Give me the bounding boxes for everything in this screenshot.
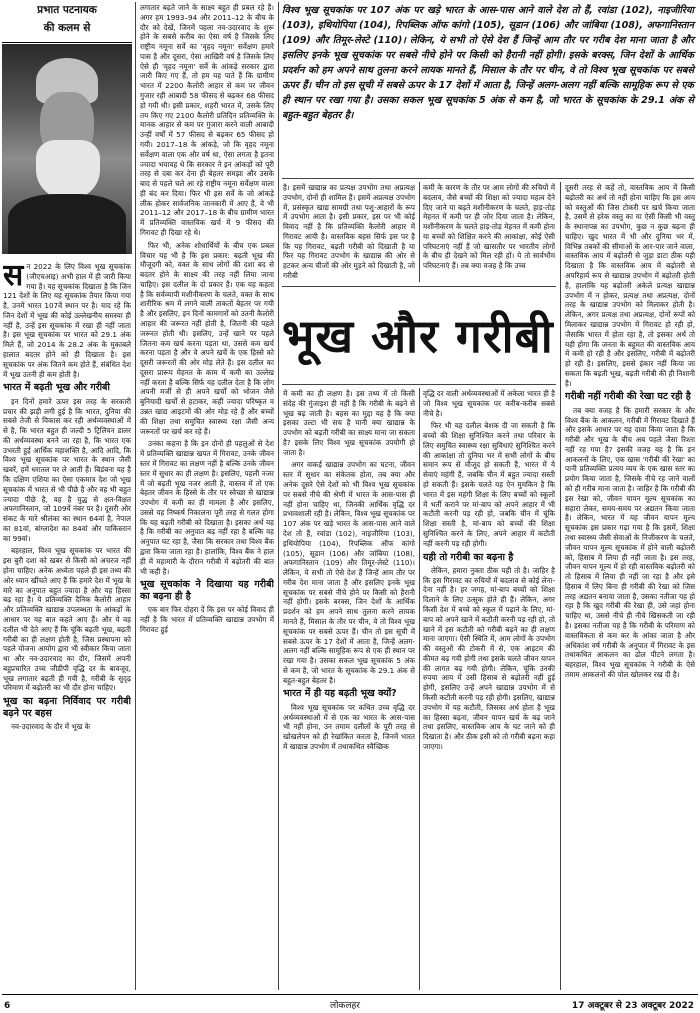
column-4 (423, 183, 555, 283)
paragraph: एक बार फिर दोहरा दें कि इस पर कोई विवाद ही नहीं है कि भारत में प्रतिव्यक्ति खाद्यान्न उपभोग में गिरावट हुई (140, 605, 274, 634)
paragraph: कमी के कारण के तौर पर आम लोगों की रुचियों में बदलाव, जैसे बच्चों की शिक्षा को ज्यादा महत्व देने दिए जाने या बढ़ते मशीनीकरण के चलते, हाड़-तोड़ मेहनत में कमी पर ही जोर दिया जाता है। लेकिन, मशीनीकरण के चलते हाड़-तोड़ मेहनत में कमी होना या बच्चों को शिक्षित करने की आकांक्षा, कोई ऐसी परिघटनाएं नहीं हैं जो खासतौर पर भारतीय लोगों के बीच ही देखने को मिल रही हों। ये तो सार्वभौम परिघटनाएं हैं। तब क्या वजह है कि उच्च (423, 183, 555, 271)
publication-name: लोकलहर (330, 1001, 360, 1011)
author-byline: प्रभात पटनायक की कलम से (37, 4, 97, 34)
dropcap: स (3, 262, 24, 293)
subheading-debate: भूख का बढ़ना निर्विवाद पर गरीबी बढ़ने पर बहस (3, 696, 131, 719)
column-divider (135, 2, 136, 990)
footer-rule (2, 994, 698, 995)
paragraph: है। इसमें खाद्यान्न का प्रत्यक्ष उपभोग तथा अप्रत्यक्ष उपभोग, दोनों ही शामिल हैं। इसमें अप्रत्यक्ष उपभोग में, प्रसंस्कृत खाद्य सामग्री तथा पशु-आहारों के रूप में उपभोग आता है। इसी प्रकार, इस पर भी कोई विवाद नहीं है कि प्रतिव्यक्ति कैलोरी आहार में गिरावट आयी है। वास्तविक बहस सिर्फ इस पर है कि यह गिरावट, बढ़ती गरीबी को दिखाती है या फिर यह गिरावट उपभोग के खाद्यान्न की ओर से हटकर अन्य चीजों की ओर मुड़ने को दिखाती है, जो गरीबी (283, 183, 415, 281)
lede-divider (282, 178, 694, 179)
column-6 (283, 389, 415, 990)
author-photo (2, 44, 132, 254)
column-1 (3, 262, 131, 990)
paragraph: तब क्या वजह है कि हमारी सरकार के और विश्व बैंक के आकलन, गरीबी में गिरावट दिखाते हैं और इसके आधार पर यह दावा किया जाता है कि गरीबी और भूख के बीच अब पहले जैसा रिश्ता नहीं रह गया है? इसकी वजह यह है कि इन आकलनों के लिए, एक खास 'गरीबी की रेखा' का पानी प्रतिव्यक्ति प्रत्यय व्यय के एक खास स्तर का प्रयोग किया जाता है, जिसके नीचे रह जाने वालों को ही गरीब माना जाता है। जाहिर है कि गरीबी की इस रेखा को, जीवन यापन मूल्य सूचकांक का सहारा लेकर, समय-समय पर अद्यतन किया जाता है। लेकिन, भारत में यह जीवन यापन मूल्य सूचकांक इस प्रकार गढ़ा गया है कि इसमें, शिक्षा तथा स्वास्थ्य जैसी सेवाओं के निजीकरण के चलते, जीवन यापन मूल्य सूचकांक में होने वाली बढ़ोतरी को, हिसाब में लिया ही नहीं जाता है। इस तरह, जीवन यापन मूल्य में हो रही वास्तविक बढ़ोतरी को तो हिसाब में लिया ही नहीं जा रहा है और इसे हिसाब में लिए बिना ही गरीबी की रेखा को जिस तरह अद्यतन बनाया जाता है, उसका नतीजा यह हो रहा है कि खुद गरीबी की रेखा ही, उसे जहां होना चाहिए था, उससे नीचे ही नीचे खिसकती जा रही है। इसका नतीजा यह है कि गरीबी के परिमाण को वास्तविकता से कम कर के आंका जाता है और अधिकांश वर्ष गरीबी के अनुपात में गिरावट के इस तथाकथित आकलन का ढोल पीटने लगता है। बहरहाल, विश्व भूख सूचकांक ने गरीबी के ऐसे तमाम आकलनों की पोल खोलकर रख दी है। (565, 405, 695, 679)
column-divider (278, 2, 279, 990)
paragraph: फिर भी यह दलील बेशक दी जा सकती है कि बच्चों की शिक्षा सुनिश्चित करने तथा परिवार के लिए समुचित स्वास्थ्य रक्षा सुविधाएं सुनिश्चित करने की आकांक्षा तो दुनिया भर में सभी लोगों के बीच समान रूप से मौजूद हो सकती है, भारत में ये सेवाएं महंगी हैं, जबकि चीन में बहुत ज्यादा सस्ती हो सकती हैं। इसके चलते यह ऐन मुमकिन है कि भारत में इस महंगी शिक्षा के लिए बच्चों को स्कूलों में भर्ती कराने पर मां-बाप को अपने आहार में भी कटौती करनी पड़ रही हो, जबकि चीन में चूंकि शिक्षा सस्ती है, मां-बाप को बच्चों की शिक्षा सुनिश्चित करने के लिए, अपने आहार में कटौती नहीं करनी पड़ रही होगी। (423, 421, 555, 548)
paragraph: अगर वाकई खाद्यान्न उपभोग का घटना, जीवन स्तर में सुधार का संकेतक होता, तब क्या और अनेक दूसरे ऐसे देशों को भी विश्व भूख सूचकांक पर सबसे नीचे की श्रेणी में भारत के आस-पास ही नहीं होना चाहिए था, जिनकी आर्थिक वृद्धि दर प्रभावशाली रही है। लेकिन, विश्व भूख सूचकांक पर 107 अंक पर खड़े भारत के आस-पास आने वाले देश तो हैं, रवांडा (102), नाइजीरिया (103), इथियोपिया (104), रिपब्लिक ऑफ कांगो (105), सूडान (106) और जांबिया (108), अफगानिस्तान (109) और तिमूर-लेस्टे (110)। लेकिन, ये सभी तो ऐसे देश हैं जिन्हें आम तौर पर गरीब देश माना जाता है और इसलिए इनके भूख सूचकांक पर सबसे नीचे होने पर किसी को हैरानी नहीं होगी। इसके बरक्स, जिन देशों के आर्थिक प्रदर्शन को हम अपने साथ तुलना करने लायक मानते हैं, मिसाल के तौर पर चीन, वे तो विश्व भूख सूचकांक पर सबसे ऊपर हैं। चीन तो इस सूची में सबसे ऊपर के 17 देशों में आता है, जिन्हें अलग-अलग नहीं बल्कि सामूहिक रूप से एक ही स्थान पर रखा गया है। उसका सकल भूख सूचकांक 5 अंक से कम है, जो भारत के सूचकांक के 29.1 अंक से बहुत-बहुत बेहतर है। (283, 460, 415, 685)
photo-beard (36, 140, 100, 200)
paragraph: दूसरी तरह से कहें तो, वास्तविक आय में किसी बढ़ोतरी का अर्थ तो नहीं होना चाहिए कि इस आय को वस्तुओं की जिस टोकरी पर खर्च किया जाता है, उसमें से हरेक वस्तु का या ऐसी किसी भी वस्तु के स्थानापन्न का उपभोग, कुछ न कुछ बढ़ना ही चाहिए। खुद भारत में भी और दुनिया भर में, विभिन्न तबकों की सीमाओं के आर-पार जाने वाला, वास्तविक आय में बढ़ोतरी से जुड़ा डाटा ठीक यही दिखाता है कि वास्तविक आय में बढ़ोतरी से अपरिहार्य रूप से खाद्यान्न उपभोग में बढ़ोतरी होती है, हालांकि यह बढ़ोतरी अकेले प्रत्यक्ष खाद्यान्न उपभोग में न होकर, प्रत्यक्ष तथा अप्रत्यक्ष, दोनों तरह के खाद्यान्न उपभोग को मिलाकर होती है। लेकिन, अगर प्रत्यक्ष तथा अप्रत्यक्ष, दोनों रूपों को मिलाकर खाद्यान्न उपभोग में गिरावट हो रही हो, जैसाकि भारत में होता रहा है, तो इसका अर्थ तो यही होगा कि जनता के बहुमत की वास्तविक आय में कमी हो रही है और इसलिए, गरीबी में बढ़ोतरी हो रही है। इसलिए, इससे इंकार नहीं किया जा सकता कि बढ़ती भूख, बढ़ती गरीबी की ही निशानी है। (565, 183, 695, 388)
paragraph: उनका कहना है कि इन दोनों ही पहलुओं से देश में प्रतिव्यक्ति खाद्यान्न खपत में गिरावट, उनके जीवन स्तर में गिरावट का लक्षण नहीं है बल्कि उनके जीवन स्तर में सुधार का ही लक्षण है। इसलिए, पहली नजर में जो बढ़ती भूख नजर आती है, वास्तव में तो एक बेहतर जीवन के हिस्से के तौर पर स्वेच्छा से खाद्यान्न उपभोग में कमी का ही मामला है और इसलिए, उससे यह निष्कर्ष निकालना पूरी तरह से गलत होगा कि यह बढ़ती गरीबी को दिखाता है। इसका अर्थ यह है कि गरीबी का अनुपात बढ़ नहीं रहा है बल्कि वह अनुपात घट रहा है, जैसा कि सरकार तथा विश्व बैंक द्वारा किया जाता रहा है। हालांकि, विश्व बैंक ने हाल ही में महामारी के दौरान गरीबी में बढ़ोतरी की बात भी कही है। (140, 439, 274, 576)
lede-standfirst: विश्व भूख सूचकांक पर 107 अंक पर खड़े भारत के आस-पास आने वाले देश तो हैं, रवांडा (102), नाइजीरिया (103), इथियोपिया (104), रिपब्लिक ऑफ कांगो (105), सूडान (106) और जांबिया (108), अफगानिस्तान (109) और तिमूर-लेस्टे (110)। लेकिन, ये सभी तो ऐसे देश हैं जिन्हें आम तौर पर गरीब देश माना जाता है और इसलिए इनके भूख सूचकांक पर सबसे नीचे होने पर किसी को हैरानी नहीं होगी। इसके बरक्स, जिन देशों के आर्थिक प्रदर्शन को हम अपने साथ तुलना करने लायक मानते हैं, मिसाल के तौर पर चीन, वे तो विश्व भूख सूचकांक पर सबसे ऊपर हैं। चीन तो इस सूची में सबसे ऊपर के 17 देशों में आता है, जिन्हें अलग-अलग नहीं बल्कि सामूहिक रूप से एक ही स्थान पर रखा गया है। उसका सकल भूख सूचकांक 5 अंक से कम है, जो भारत के सूचकांक के 29.1 अंक से बहुत-बहुत बेहतर है। (282, 5, 694, 121)
paragraph: नव-उदारवाद के दौर में भूख के (11, 721, 91, 731)
author-box (2, 2, 132, 43)
photo-body (8, 194, 126, 254)
headline-top-rule (282, 286, 556, 287)
issue-date: 17 अक्टूबर से 23 अक्टूबर 2022 (571, 1001, 694, 1011)
intro-paragraph: न 2022 के लिए विश्व भूख सूचकांक (जीएचआइ) अभी हाल में ही जारी किया गया है। यह सूचकांक दिखाता है कि जिन 121 देशों के लिए यह सूचकांक तैयार किया गया है, उनमें भारत 107वें स्थान पर है। याद रहे कि जिन देशों में भूख की कोई उल्लेखनीय समस्या ही नहीं है, उन्हें इस सूचकांक में रखा ही नहीं जाता है। इस भूख सूचकांक पर भारत को 29.1 अंक मिले हैं, जो 2014 के 28.2 अंक के मुकाबले हालात बदतर होने को ही दिखाता है। इस सूचकांक पर अंक जितने कम होते हैं, संबंधित देश में भूख उतनी ही कम होती है। (3, 262, 131, 379)
headline: भूख और गरीबी (282, 309, 554, 363)
subheading-why-india: भारत में ही यह बढ़ती भूख क्यों? (283, 688, 397, 700)
paragraph: इन दिनों हमारे ऊपर इस तरह के सरकारी प्रचार की झड़ी लगी हुई है कि भारत, दुनिया की सबसे तेजी से विकास कर रही अर्थव्यवस्थाओं में से है, कि भारत बहुत ही जल्दी 5 ट्रिलियन डालर की अर्थव्यवस्था बनने जा रहा है, कि भारत एक उभरती हुई आर्थिक महाशक्ति है, आदि आदि, कि विश्व भूख सूचकांक पर भारत के स्थान जैसी खबरें, हमें धरातल पर ले आती हैं। बिडंबना यह है कि दक्षिण एशिया का ऐसा एकमात्र देश जो भूख सूचकांक में भारत से भी पीछे है और वह भी बहुत ज्यादा पीछे है, वह है युद्ध से क्षत-विक्षत अफगानिस्तान, जो 109वें नंबर पर है। दूसरी ओर संकट के मारे श्रीलंका का स्थान 64वां है, नेपाल का 81वां, बांग्लादेश का 84वां और पाकिस्तान का 99वां। (3, 396, 131, 543)
column-5 (565, 183, 695, 990)
column-3 (283, 183, 415, 283)
paragraph: बहरहाल, विश्व भूख सूचकांक पर भारत की इस बुरी दशा को खबर से किसी को अचरज नहीं होना चाहिए। अनेक अध्येता पहले ही इस तथ्य की ओर ध्यान खींचते आए हैं कि हमारे देश में भूख के मारे का अनुपात बहुत ज्यादा है और यह हिस्सा बढ़ रहा है। ये प्रतिव्यक्ति दैनिक कैलोरी आहार और प्रतिव्यक्ति खाद्यान्न उपलब्धता के आंकड़ों के आधार पर यह बात कहते आए हैं। और ये वह दलील भी देते आए हैं कि चूंकि बढ़ती भूख, बढ़ती गरीबी का ही लक्षण होती है, जिस प्रस्थापना को पहले योजना आयोग द्वारा भी स्वीकार किया जाता था और नव-उदारवाद का दौर, जिसमें अपनी बहुप्रचारित उच्च जीडीपी वृद्धि दर के बावजूद, भूख लगातार बढ़ती ही गयी है, गरीबी के सुदृढ़ परिमाण में बढ़ोतरी का भी दौर होना चाहिए। (3, 546, 131, 693)
paragraph: विश्व भूख सूचकांक पर कथित उच्च वृद्धि दर अर्थव्यवस्थाओं में से एक का भारत के आस-पास भी नहीं होना, उन तमाम दलीलों के पूरी तरह से खोखलेपन को ही रेखांकित करता है, जिनमें भारत में खाद्यान्न उपभोग में तथाकथित स्वैच्छिक (283, 702, 415, 751)
column-divider (419, 388, 420, 990)
column-7 (423, 389, 555, 990)
subheading-poverty-rising: यही तो गरीबी का बढ़ना है (423, 551, 514, 563)
page-number: 6 (4, 1001, 11, 1011)
headline-bottom-rule (282, 384, 556, 385)
paragraph: में कमी का ही लक्षण है। इस तथ्य में तो किसी संदेह की गुंजाइश ही नहीं है कि गरीबी के बढ़ने से भूख बढ़ जाती है। बहस का मुद्दा यह है कि क्या इसका उल्टा भी सच है यानी क्या खाद्यान्न के उपभोग को बढ़ती गरीबी का साक्ष्य माना जा सकता है? इसके लिए विश्व भूख सूचकांक उपयोगी हो जाता है। (283, 389, 415, 457)
column-2 (140, 3, 274, 990)
paragraph: फिर भी, अनेक शोधार्थियों के बीच एक प्रबल विचार यह भी है कि इस प्रकार: बढ़ती भूख की मौजूदगी को, वक्त के साथ लोगों की दशा बद से बदतर होने के साक्ष्य की तरह नहीं लिया जाना चाहिए। इस दलील के दो प्रकार हैं। एक यह कहता है कि सर्वव्यापी मशीनीकरण के चलते, वक्त के साथ शारीरिक श्रम में लगने वाली ताकतों बेहतर पर गयी है और इसलिए, इन दिनों कामगारों को उतनी कैलोरी आहार की जरूरत नहीं होती है, जितनी की पहले जरूरत होती थी। इसलिए, उन्हें खाने पर पहले जितना कम खर्च करना पड़ता था, उससे कम खर्च करना पड़ता है और वे अपने खर्चे के एक हिस्से को दूसरी जरूरतों की ओर मोड़ लेते हैं। इस दलील का दूसरा प्रारूप मेहनत के काम में कमी का उल्लेख नहीं करता है बल्कि सिर्फ यह दलील देता है कि लोग अपनी मर्जी से ही अपने खर्चों को भोजन जैसे बुनियादी खर्चों से हटाकर, कहीं ज्यादा परिष्कृत व उन्नत खाद्य आइटमों की ओर मोड़ रहे हैं और बच्चों की शिक्षा तथा समुचित स्वास्थ्य रक्षा जैसी अन्य जरूरतों पर खर्च कर रहे हैं। (140, 240, 274, 436)
paragraph: लेकिन, हमारा नुक्ता ठीक यही तो है। जाहिर है कि इस गिरावट का रुचियों में बदलाव से कोई लेना-देना नहीं है। हर जगह, मां-बाप बच्चों को शिक्षा दिलाने के लिए उत्सुक होते ही हैं। लेकिन, अगर किसी देश में बच्चे को स्कूल में पढ़ाने के लिए, मां-बाप को अपने खाने में कटौती करनी पड़ रही हो, तो खाने में इस कटौती को गरीबी बढ़ने का ही लक्षण माना जाएगा। ऐसी स्थिति में, आम लोगों के उपभोग की वस्तुओं की टोकरी में से, एक आइटम की कीमत बढ़ गयी होगी तथा इसके चलते जीवन यापन की लागत बढ़ गयी होगी। लेकिन, चूंकि उनकी रुपया आय में उसी हिसाब से बढ़ोतरी नहीं हुई होगी, इसलिए उन्हें अपने खाद्यान्न उपभोग में से किसी कटौती करनी पड़ रही होगी। इसलिए, खाद्यान्न उपभोग में यह कटौती, जिसका अर्थ होता है भूख का हिस्सा बढ़ना, जीवन यापन खर्च के बढ़ जाने तथा इसलिए, वास्तविक आय के घट जाने को ही दिखाता है। और ठीक इसी को तो गरीबी बढ़ना कहा जाएगा। (423, 565, 555, 751)
subheading-hunger-index: भूख सूचकांक ने दिखाया यह गरीबी का बढ़ना ही है (140, 579, 274, 602)
column-divider (419, 182, 420, 282)
paragraph: लगातार बढ़ते जाने के साक्ष्य बहुत ही प्रबल रहे हैं। अगर हम 1993–94 और 2011–12 के बीच के दौर को देखें, जिनमें पहला नव-उदारवाद के शुरू होने के सबसे करीब का ऐसा वर्ष है जिसके लिए राष्ट्रीय नमूना सर्वे का 'वृहद नमूना' सर्वेक्षण हमारे पास है और दूसरा, ऐसा आखिरी वर्ष है जिसके लिए ऐसे ही 'वृहद नमूना' सर्वे के आंकड़े सरकार द्वारा जारी किए गए हैं, तो हम यह पाते हैं कि ग्रामीण भारत में 2200 कैलोरी आहार से कम पर जीवन गुजार रही आबादी 58 फीसद से बढ़कर 68 फीसद हो गयी थी। इसी प्रकार, शहरी भारत में, उसके लिए तय किए गए 2100 कैलोरी प्रतिदिन प्रतिव्यक्ति के मानक आहार से कम पर गुजारा करने वाली आबादी उन्हीं वर्षों में 57 फीसद से बढ़कर 65 फीसद हो गयी। 2017–18 के आंकड़े, जो कि वृहद नमूना सर्वेक्षण वाला एक और वर्ष था, ऐसा लगता है इतना ज्यादा भयावह थे कि सरकार ने इन आंकड़ों को पूरी तरह से दबा कर देना ही बेहतर समझा और उसके बाद से पहले चले आ रहे राष्ट्रीय नमूना सर्वेक्षण वाला ही बंद कर दिया। फिर भी इस सर्वे के जो आंकड़े लीक होकर सार्वजनिक जानकारी में आए हैं, वे भी 2011–12 और 2017–18 के बीच ग्रामीण भारत में प्रतिव्यक्ति वास्तविक खर्च में 9 फीसद की गिरावट ही दिखा रहे थे। (140, 3, 274, 237)
subheading-rising-hunger: भारत में बढ़ती भूख और गरीबी (3, 382, 110, 394)
subheading-poverty-line: गरीबी नहीं गरीबी की रेखा घट रही है (565, 391, 691, 403)
paragraph: वृद्धि दर वाली अर्थव्यवस्थाओं में अकेला भारत ही है जो विश्व भूख सूचकांक पर करीब-करीब सबसे नीचे है। (423, 389, 555, 418)
